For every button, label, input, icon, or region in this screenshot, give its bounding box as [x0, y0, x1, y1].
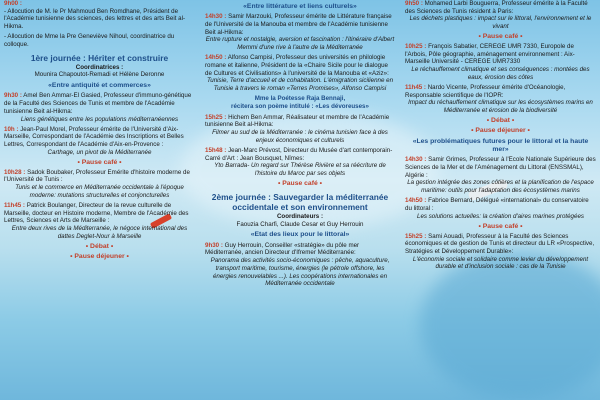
coordinators-names: Faouzia Charfi, Claude Cesar et Guy Herrouin: [236, 220, 364, 228]
talk-title: Tunis et le commerce en Méditerranée occidentale à l'époque moderne: mutations structurelles et conjoncturelles: [15, 184, 184, 199]
talk-item: [405, 84, 596, 115]
talk-item: [4, 202, 195, 241]
talk-title: L'économie sociale et solidaire comme levier du développement durable et d'inclusion sociale : cas de la Tunisie: [412, 255, 589, 271]
speaker-text: Mohamed Larbi Bouguerra, Professeur émérite à la Faculté des Sciences de Tunis résident à Paris:: [405, 0, 588, 15]
section-title: «Les problématiques futures pour le littoral et la haute mer»: [412, 137, 589, 154]
debate-label: • Débat •: [486, 117, 515, 125]
time-label: 15h25 :: [405, 232, 427, 240]
poem-intro: Mme la Poétesse Raja Bennaji,: [254, 95, 346, 103]
lunch-label: • Pause déjeuner •: [70, 252, 129, 260]
talk-item: [4, 92, 195, 123]
time-label: 9h30 :: [205, 241, 223, 249]
speaker-text: Hichem Ben Ammar, Réalisateur et membre de l'Académie tunisienne Beit al-Hikma:: [205, 113, 390, 129]
talk-title: La gestion intégrée des zones côtières et la planification de l'espace maritime: outils pour l'adaptation des écosystèmes marins: [407, 179, 594, 195]
talk-item: [205, 54, 395, 93]
poem-text: récitera son poème intitulé : «Les dévoreuses»: [231, 103, 369, 111]
speaker-text: Nardo Vicente, Professeur émérite d'Océanologie, Responsable scientifique de l'IOPR:: [405, 84, 566, 99]
time-label: 15h25 :: [205, 113, 227, 121]
break-label: • Pause café •: [77, 159, 122, 167]
talk-item: [205, 147, 395, 178]
talk-title: Panorama des activités socio-économiques : pêche, aquaculture, transport maritime, tourisme, énergies (le pétrole offshore, les énergies renouvelables ...). Les coopérations internationales en Méditerranée occidentale: [210, 257, 390, 288]
speaker-text: Fabrice Bernard, Délégué «international» du conservatoire du littoral :: [405, 197, 589, 213]
talk-title: Entre deux rives de la Méditerranée, le négoce international des dattes Deglet-Nour à Marseille: [11, 225, 188, 240]
time-label: 10h25 :: [405, 43, 427, 51]
speaker-text: Sami Aouadi, Professeur à la Faculté des Sciences économiques et de gestion de Tunis et directeur du LR «Prospective, Stratégies et Développement Durable»:: [405, 232, 595, 256]
time-label: 11h45 :: [4, 202, 25, 210]
opening-block-2: [4, 33, 195, 48]
coordinators-label: Coordinatrices :: [75, 63, 124, 71]
time-label: 10h :: [4, 125, 19, 133]
break-label: • Pause café •: [277, 180, 323, 188]
day-title: 1ère journée : Hériter et construire: [30, 52, 169, 63]
day-title: 2ème journée : Sauvegarder la méditerranée occidentale et son environnement: [211, 192, 389, 213]
time-label: 10h28 :: [4, 168, 26, 176]
talk-item: [4, 169, 195, 200]
time-label: 14h30 :: [205, 13, 227, 21]
time-label: 14h50 :: [405, 197, 427, 205]
section-title: «Etat des lieux pour le littoral»: [250, 231, 350, 239]
lunch-label: • Pause déjeuner •: [471, 127, 530, 135]
section-title: «Entre littérature et liens culturels»: [243, 3, 357, 10]
speaker-text: Samir Marzouki, Professeur émérite de Littérature française de l'Université de la Manouba et membre de l'Académie tunisienne Beit al-Hikma:: [205, 13, 392, 36]
speaker-text: Sadok Boubaker, Professeur Emérite d'histoire moderne de l'Université de Tunis :: [4, 168, 190, 184]
coordinators-names: Mounira Chapoutot-Remadi et Hélène Deronne: [34, 71, 165, 79]
time-label: 9h00 :: [4, 0, 22, 7]
talk-item: [205, 114, 395, 145]
break-label: • Pause café •: [478, 222, 523, 230]
talk-item: [405, 156, 596, 195]
section-title: «Entre antiquité et commerces»: [48, 82, 151, 90]
talk-title: Tunisie, Terre d'accueil et de cohabitation. L'émigration sicilienne en Tunisie à travers le roman «Terres Promises», Alfonso Campisi: [206, 77, 394, 93]
time-label: 15h48 :: [205, 147, 227, 155]
talk-item: [405, 43, 596, 82]
speech-text: - Allocution de Mme la Pre Geneviève Nihoul, coordinatrice du colloque.: [4, 33, 175, 49]
time-label: 9h30 :: [4, 92, 22, 100]
talk-item: [205, 13, 395, 52]
talk-item: [205, 242, 395, 288]
time-label: 11h45 :: [405, 84, 426, 92]
talk-title: Les solutions actuelles: la création d'aires marines protégées: [417, 212, 584, 220]
time-label: 14h50 :: [205, 54, 227, 62]
talk-title: Filmer au sud de la Méditerranée : le cinéma tunisien face à des enjeux économiques et culturels: [212, 129, 388, 144]
talk-title: Les déchets plastiques : impact sur le littoral, l'environnement et le vivant: [409, 15, 592, 31]
talk-item: [405, 233, 596, 272]
speaker-text: Jean-Marc Prévost, Directeur du Musée d'art contemporain-Carré d'Art : Jean Bousquet, Nîmes:: [205, 147, 393, 162]
time-label: 9h50 :: [405, 0, 423, 7]
break-label: • Pause café •: [478, 33, 523, 41]
speech-text: - Allocution de M. le Pr Mahmoud Ben Romdhane, Président de l'Académie tunisienne des sciences, des lettres et des arts Beit al-Hikma.: [4, 7, 186, 31]
program-column-2: [205, 0, 395, 400]
program-column-1: [4, 0, 195, 400]
talk-item: [405, 0, 596, 31]
speaker-text: Alfonso Campisi, Professeur des universités en philologie romane et italienne, Président de la «Chaire Sicile pour le dialogue de Cultures et Civilisations» à l'université de la Manouba et «Aziz»:: [205, 54, 389, 77]
talk-item: [4, 126, 195, 157]
talk-title: Yto Barrada- Un regard sur Thérèse Rivière et sa réécriture de l'histoire du Maroc par ses objets: [214, 162, 386, 178]
speaker-text: Jean-Paul Morel, Professeur émérite de l'Université d'Aix-Marseille, Correspondant de l'Académie des Inscriptions et Belles Lettres, Correspondant de l'Académie d'Aix-en-Provence :: [4, 125, 184, 149]
speaker-text: Guy Herrouin, Conseiller «stratégie» du pôle mer Méditerranée, ancien Directeur d'Ifremer Méditerranée:: [205, 241, 360, 257]
speaker-text: Samir Grimes, Professeur à l'Ecole Nationale Supérieure des Sciences de la Mer et de l'Aménagement du Littoral (ENSSMAL), Algérie :: [405, 156, 596, 179]
talk-title: Liens génétiques entre les populations méditerranéennes: [20, 115, 179, 123]
speaker-text: François Sabatier, CEREGE UMR 7330, Europole de l'Arbois, Pôle géographie, aménagement environnement : Aix-Marseille Université - CEREGE UMR7330: [405, 43, 575, 66]
opening-block-1: [4, 0, 195, 31]
debate-label: • Débat •: [85, 243, 114, 251]
coordinators-label: Coordinateurs :: [276, 213, 324, 221]
talk-title: Impact du réchauffement climatique sur les écosystèmes marins en Méditerranée et érosion de la biodiversité: [408, 99, 593, 115]
speaker-text: Amel Ben Ammar-El Gasied, Professeur d'immuno-génétique de la Faculté des Sciences de Tunis et membre de l'Académie tunisienne Beit al-Hikma:: [4, 92, 192, 115]
talk-title: Carthage, un pivot de la Méditerranée: [47, 148, 152, 156]
time-label: 14h30 :: [405, 156, 427, 164]
speaker-text: Patrick Boulanger, Directeur de la revue culturelle de Marseille, docteur en Histoire moderne, Membre de l'Académie des Lettres, Sciences et Arts de Marseille :: [4, 202, 189, 225]
program-column-3: [405, 0, 596, 400]
talk-title: Entre rupture et nostalgie, aversion et fascination : l'itinéraire d'Albert Memmi d'une rive à l'autre de la Méditerranée: [205, 36, 395, 52]
talk-title: Le réchauffement climatique et ses conséquences : montées des eaux, érosion des côtes: [411, 66, 590, 81]
talk-item: [405, 197, 596, 220]
